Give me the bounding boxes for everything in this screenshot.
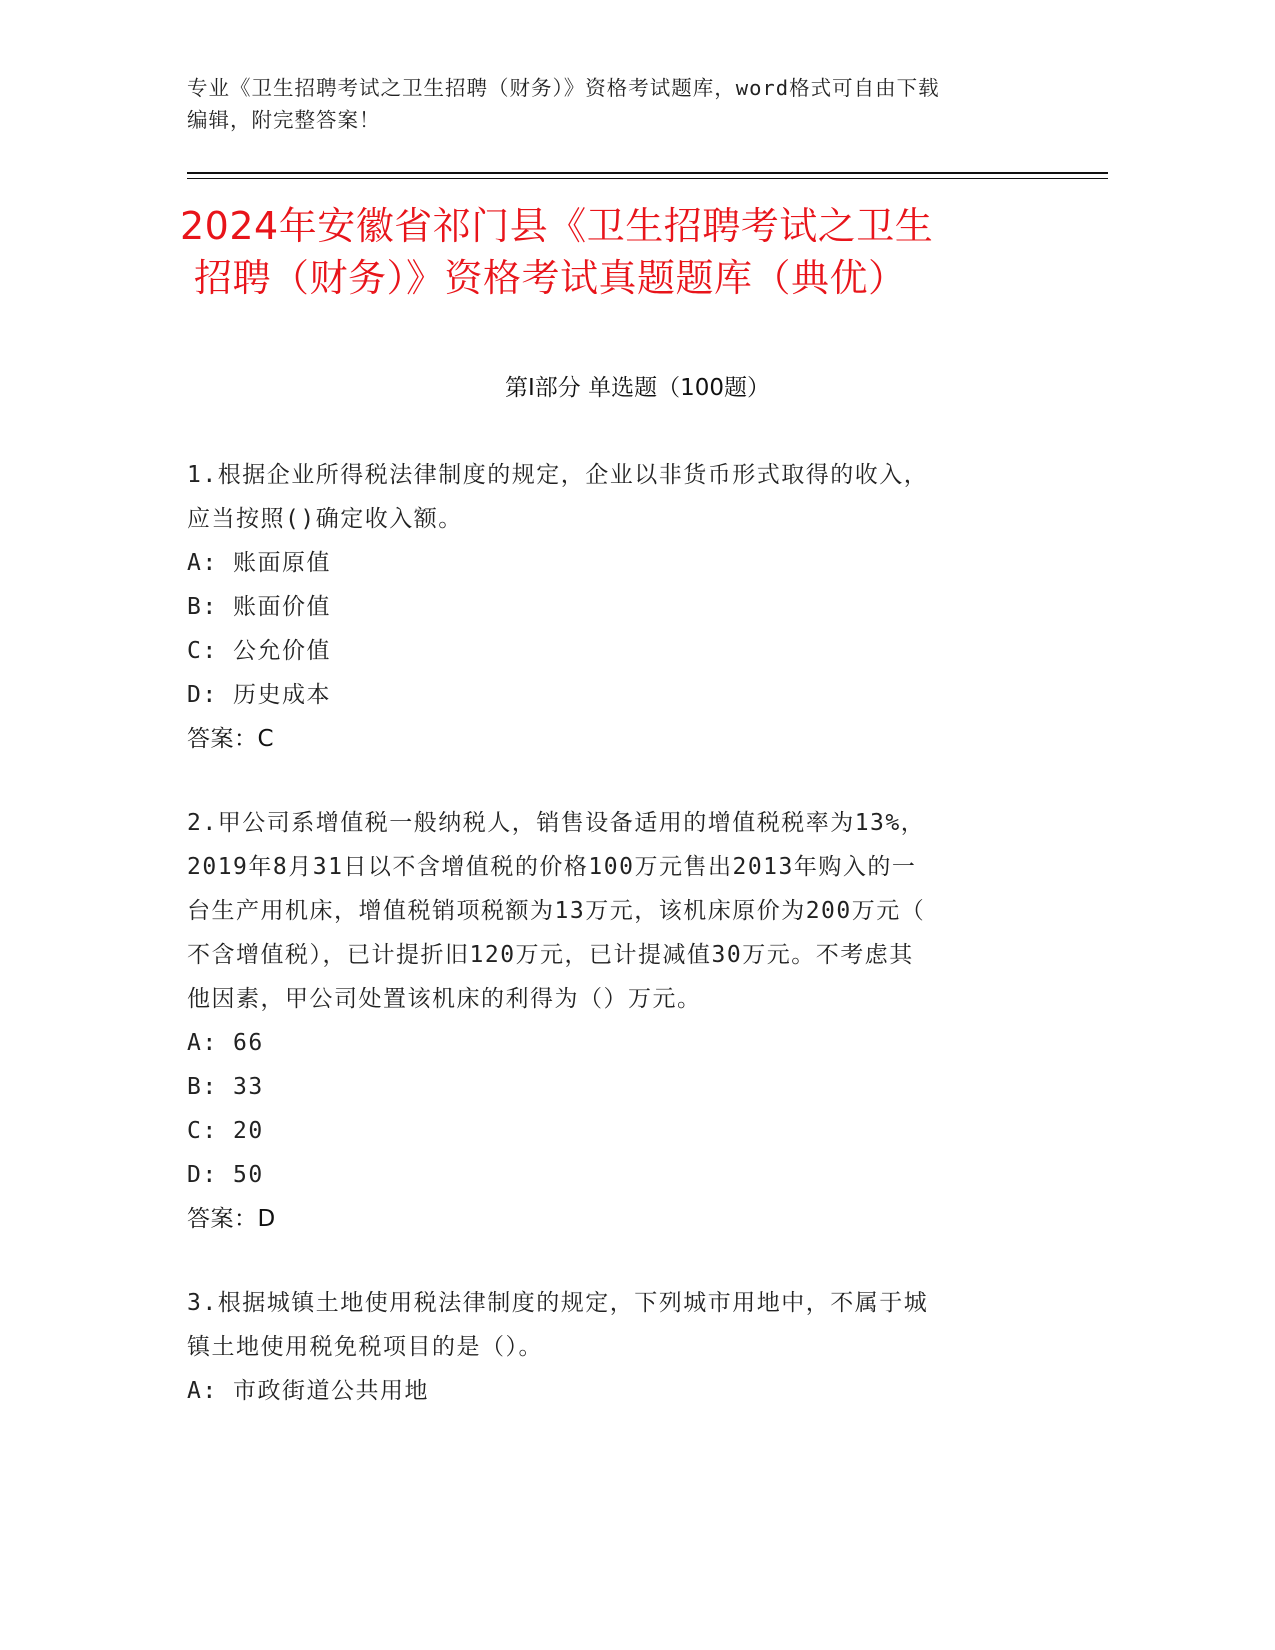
header-divider-thin <box>187 178 1108 179</box>
option-b: B: 33 <box>187 1074 264 1100</box>
stem-line: 不含增值税），已计提折旧120万元，已计提减值30万元。不考虑其 <box>187 942 914 968</box>
option-b: B: 账面价值 <box>187 594 332 620</box>
option-c: C: 公允价值 <box>187 638 332 664</box>
question-1 <box>187 453 1067 761</box>
stem-line: 应当按照()确定收入额。 <box>187 506 463 532</box>
answer: 答案：C <box>187 726 275 752</box>
stem-line: 台生产用机床，增值税销项税额为13万元，该机床原价为200万元（ <box>187 898 926 924</box>
header-note <box>187 72 1087 136</box>
question-2 <box>187 801 1067 1241</box>
header-divider <box>187 172 1108 174</box>
header-note-line: 编辑，附完整答案！ <box>187 108 381 132</box>
stem-line: 1.根据企业所得税法律制度的规定，企业以非货币形式取得的收入， <box>187 462 929 488</box>
answer: 答案：D <box>187 1206 276 1232</box>
question-3 <box>187 1281 1067 1413</box>
stem-line: 3.根据城镇土地使用税法律制度的规定，下列城市用地中，不属于城 <box>187 1290 929 1316</box>
header-note-line: 专业《卫生招聘考试之卫生招聘（财务）》资格考试题库，word格式可自由下载 <box>187 76 940 100</box>
stem-line: 镇土地使用税免税项目的是（）。 <box>187 1334 543 1360</box>
question-stem <box>187 1281 1067 1369</box>
stem-line: 2.甲公司系增值税一般纳税人，销售设备适用的增值税税率为13%， <box>187 810 926 836</box>
section-heading: 第Ⅰ部分 单选题（100题） <box>505 375 770 401</box>
option-a: A: 66 <box>187 1030 264 1056</box>
title-line: 招聘（财务）》资格考试真题题库（典优） <box>194 256 907 300</box>
option-a: A: 市政街道公共用地 <box>187 1378 430 1404</box>
question-stem <box>187 453 1067 541</box>
stem-line: 他因素，甲公司处置该机床的利得为（）万元。 <box>187 986 702 1012</box>
option-a: A: 账面原值 <box>187 550 332 576</box>
option-d: D: 50 <box>187 1162 264 1188</box>
option-d: D: 历史成本 <box>187 682 332 708</box>
title-line: 2024年安徽省祁门县《卫生招聘考试之卫生 <box>180 204 934 248</box>
option-c: C: 20 <box>187 1118 264 1144</box>
question-stem <box>187 801 1067 1021</box>
document-title <box>180 200 1180 304</box>
stem-line: 2019年8月31日以不含增值税的价格100万元售出2013年购入的一 <box>187 854 917 880</box>
